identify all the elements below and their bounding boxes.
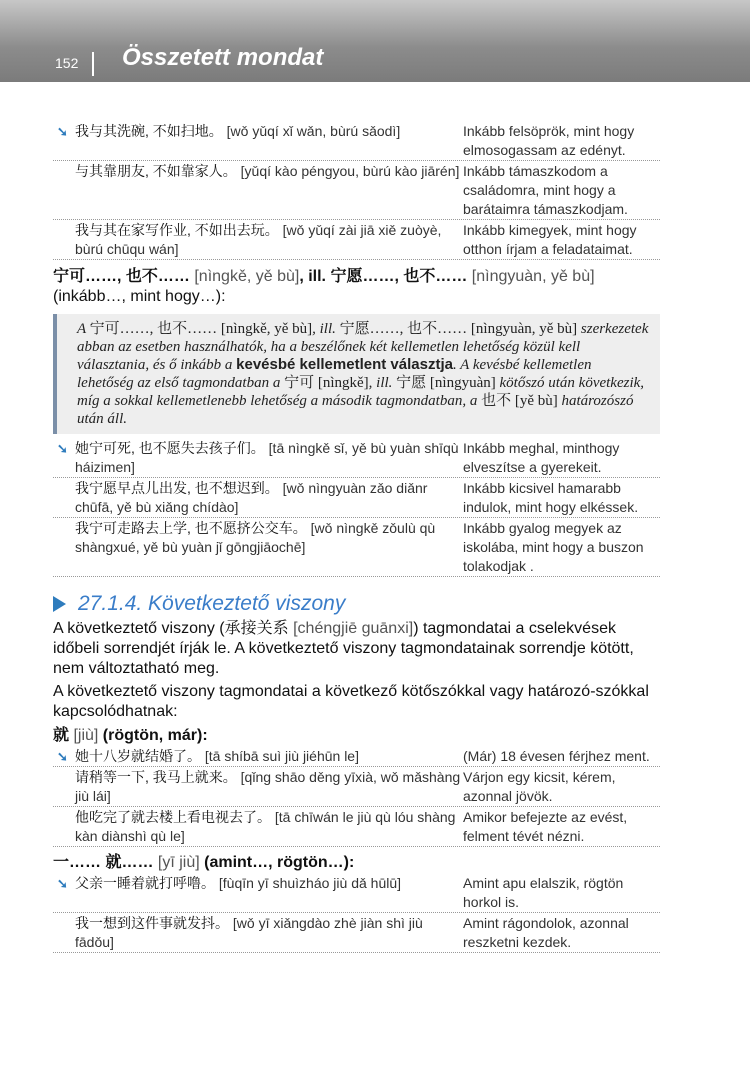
page-header xyxy=(0,0,750,82)
pinyin-text: [wǒ nìngyuàn zǎo diǎnr chūfā, yě bù xiǎng chídào] xyxy=(75,480,428,515)
page-content xyxy=(53,121,660,953)
example-table-1 xyxy=(53,121,660,260)
hungarian-translation: Inkább kimegyek, mint hogy otthon írjam a feladataimat. xyxy=(463,222,637,257)
section-title: 27.1.4. Következtető viszony xyxy=(78,592,346,615)
chapter-title: Összetett mondat xyxy=(122,44,324,71)
table-row xyxy=(53,438,660,478)
table-row xyxy=(53,518,660,577)
grammar-note-box: A 宁可……, 也不…… [nìngkě, yě bù], ill. 宁愿……, 也不…… [nìngyuàn, yě bù] szerkezetek abban az esetben használhatók, ha a beszélőnek két kellemetlen lehetőség közül kell választania, és ő inkább a kevésbé kellemetlent választja. A kevésbé kellemetlen lehetőség az első tagmondatban a 宁可 [nìngkě], ill. 宁愿 [nìngyuàn] kötőszó után következik, míg a sokkal kellemetlenebb lehetőség a második tagmondatban, a 也不 [yě bù] határozószó után áll. xyxy=(53,314,660,434)
table-row xyxy=(53,478,660,518)
triangle-right-icon xyxy=(53,596,66,612)
section-paragraph: A következtető viszony tagmondatai a következő kötőszókkal vagy határozó-szókkal kapcsolódhatnak: xyxy=(53,683,649,720)
pinyin-text: [wǒ yǔqí xǐ wǎn, bùrú sǎodì] xyxy=(222,123,401,139)
table-row xyxy=(53,807,660,847)
diagonal-arrow-icon: ➘ xyxy=(57,124,68,139)
pinyin-text: [qǐng shāo děng yīxià, wǒ mǎshàng jiù lái] xyxy=(75,769,461,804)
subheading-jiu: 就 [jiù] (rögtön, már): xyxy=(53,727,208,744)
hanzi-text: 我一想到这件事就发抖。 xyxy=(75,915,229,931)
hanzi-text: 与其靠朋友, 不如靠家人。 xyxy=(75,163,237,179)
hungarian-translation: Inkább támaszkodom a családomra, mint hogy a barátaimra támaszkodjam. xyxy=(463,163,628,217)
diagonal-arrow-icon: ➘ xyxy=(57,441,68,456)
pinyin-text: [wǒ yǔqí zài jiā xiě zuòyè, bùrú chūqu wán] xyxy=(75,222,442,257)
hungarian-translation: Inkább gyalog megyek az iskolába, mint hogy a buszon tolakodjak . xyxy=(463,520,644,574)
hanzi-text: 父亲一睡着就打呼噜。 xyxy=(75,875,215,891)
hungarian-translation: Inkább felsöprök, mint hogy elmosogassam az edényt. xyxy=(463,123,635,158)
hanzi-text: 我与其洗碗, 不如扫地。 xyxy=(75,123,223,139)
table-row xyxy=(53,767,660,807)
subheading-yi-jiu: 一…… 就…… [yī jiù] (amint…, rögtön…): xyxy=(53,854,355,871)
hanzi-text: 我与其在家写作业, 不如出去玩。 xyxy=(75,222,279,238)
hanzi-text: 她十八岁就结婚了。 xyxy=(75,748,201,764)
hungarian-translation: Inkább meghal, minthogy elveszítse a gyerekeit. xyxy=(463,440,620,475)
table-row xyxy=(53,746,660,767)
example-table-3 xyxy=(53,746,660,847)
hungarian-translation: (Már) 18 évesen férjhez ment. xyxy=(463,748,650,764)
hanzi-text: 我宁愿早点儿出发, 也不想迟到。 xyxy=(75,480,279,496)
hungarian-translation: Inkább kicsivel hamarabb indulok, mint hogy elkéssek. xyxy=(463,480,639,515)
table-row xyxy=(53,913,660,953)
hungarian-translation: Várjon egy kicsit, kérem, azonnal jövök. xyxy=(463,769,616,804)
pinyin-text: [tā chīwán le jiù qù lóu shàng kàn diànshì qù le] xyxy=(75,809,456,844)
diagonal-arrow-icon: ➘ xyxy=(57,749,68,764)
hungarian-translation: Amint rágondolok, azonnal reszketni kezdek. xyxy=(463,915,629,950)
pinyin-text: [wǒ nìngkě zǒulù qù shàngxué, yě bù yuàn jǐ gōngjiāochē] xyxy=(75,520,436,555)
table-row xyxy=(53,873,660,913)
pinyin-text: [wǒ yī xiǎngdào zhè jiàn shì jiù fādǒu] xyxy=(75,915,423,950)
example-table-2 xyxy=(53,438,660,577)
section-paragraph: A következtető viszony (承接关系 [chéngjiē guānxi]) tagmondatai a cselekvések időbeli sorrendjét írják le. A következtető viszony tagmondatainak sorrendje kötött, nem változtatható meg. xyxy=(53,620,634,677)
table-row xyxy=(53,220,660,260)
hanzi-text: 我宁可走路去上学, 也不愿挤公交车。 xyxy=(75,520,307,536)
diagonal-arrow-icon: ➘ xyxy=(57,876,68,891)
hanzi-text: 他吃完了就去楼上看电视去了。 xyxy=(75,809,271,825)
pinyin-text: [tā nìngkě sǐ, yě bù yuàn shīqù háizimen] xyxy=(75,440,459,475)
table-row xyxy=(53,121,660,161)
header-divider xyxy=(92,52,94,76)
pinyin-text: [tā shíbā suì jiù jiéhūn le] xyxy=(201,748,359,764)
example-table-4 xyxy=(53,873,660,953)
pinyin-text: [fùqīn yī shuìzháo jiù dǎ hūlū] xyxy=(215,875,402,891)
pinyin-text: [yǔqí kào péngyou, bùrú kào jiārén] xyxy=(236,163,460,179)
table-row xyxy=(53,161,660,220)
subheading-ningke: 宁可……, 也不…… [nìngkě, yě bù], ill. 宁愿……, 也不…… [nìngyuàn, yě bù] (inkább…, mint hogy…): xyxy=(53,268,595,305)
section-heading xyxy=(53,591,660,617)
hungarian-translation: Amint apu elalszik, rögtön horkol is. xyxy=(463,875,624,910)
page-number: 152 xyxy=(55,55,79,71)
hanzi-text: 请稍等一下, 我马上就来。 xyxy=(75,769,237,785)
hanzi-text: 她宁可死, 也不愿失去孩子们。 xyxy=(75,440,265,456)
hungarian-translation: Amikor befejezte az evést, felment tévét nézni. xyxy=(463,809,628,844)
